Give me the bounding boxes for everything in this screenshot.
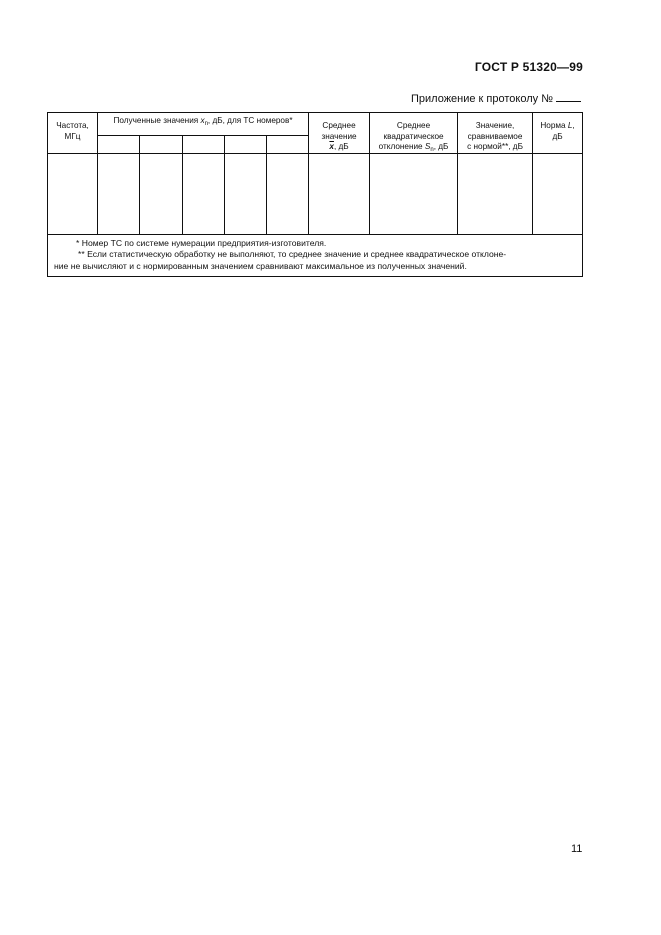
obtained-value-cell[interactable]	[225, 153, 267, 234]
obtained-value-cell[interactable]	[98, 153, 140, 234]
footnote-1: * Номер ТС по системе нумерации предприятия-изготовителя.	[76, 237, 327, 248]
vehicle-number-cell[interactable]	[183, 136, 225, 153]
page-number: 11	[571, 843, 583, 855]
footnote-2-line-2: ние не вычисляют и с нормированным значением сравнивают максимальное из полученных значений.	[54, 260, 467, 271]
header-obtained-values: Полученные значения $x_n$, дБ, для ТС номеров*	[98, 113, 309, 136]
vehicle-number-cell[interactable]	[225, 136, 267, 153]
header-frequency: Частота, МГц	[48, 113, 98, 154]
protocol-table	[47, 112, 583, 277]
obtained-value-cell[interactable]	[267, 153, 309, 234]
header-compared-value: Значение, сравниваемое с нормой**, дБ	[458, 113, 533, 154]
table-data-row	[48, 153, 583, 234]
vehicle-number-cell[interactable]	[98, 136, 140, 153]
std-value-cell[interactable]	[370, 153, 458, 234]
document-code: ГОСТ Р 51320—99	[474, 60, 583, 74]
frequency-value-cell[interactable]	[48, 153, 98, 234]
obtained-value-cell[interactable]	[183, 153, 225, 234]
protocol-number-blank	[556, 92, 581, 102]
compared-value-cell[interactable]	[458, 153, 533, 234]
footnote-2-line-1: ** Если статистическую обработку не выполняют, то среднее значение и среднее квадратическое отклоне-	[78, 249, 507, 259]
mean-value-cell[interactable]	[309, 153, 370, 234]
obtained-value-cell[interactable]	[140, 153, 183, 234]
header-std-deviation: Среднее квадратическое отклонение $S_n$, дБ	[370, 113, 458, 154]
annex-reference	[411, 92, 581, 105]
vehicle-number-cell[interactable]	[267, 136, 309, 153]
vehicle-number-cell[interactable]	[140, 136, 183, 153]
annex-label: Приложение к протоколу №	[410, 93, 553, 105]
norm-value-cell[interactable]	[533, 153, 583, 234]
header-norm: Норма L, дБ	[533, 113, 583, 154]
header-mean: Среднее значение $\overline{x}$, дБ	[309, 113, 370, 154]
table-footnotes	[48, 234, 583, 277]
table-header-row	[48, 113, 583, 136]
table-notes-row	[48, 234, 583, 277]
